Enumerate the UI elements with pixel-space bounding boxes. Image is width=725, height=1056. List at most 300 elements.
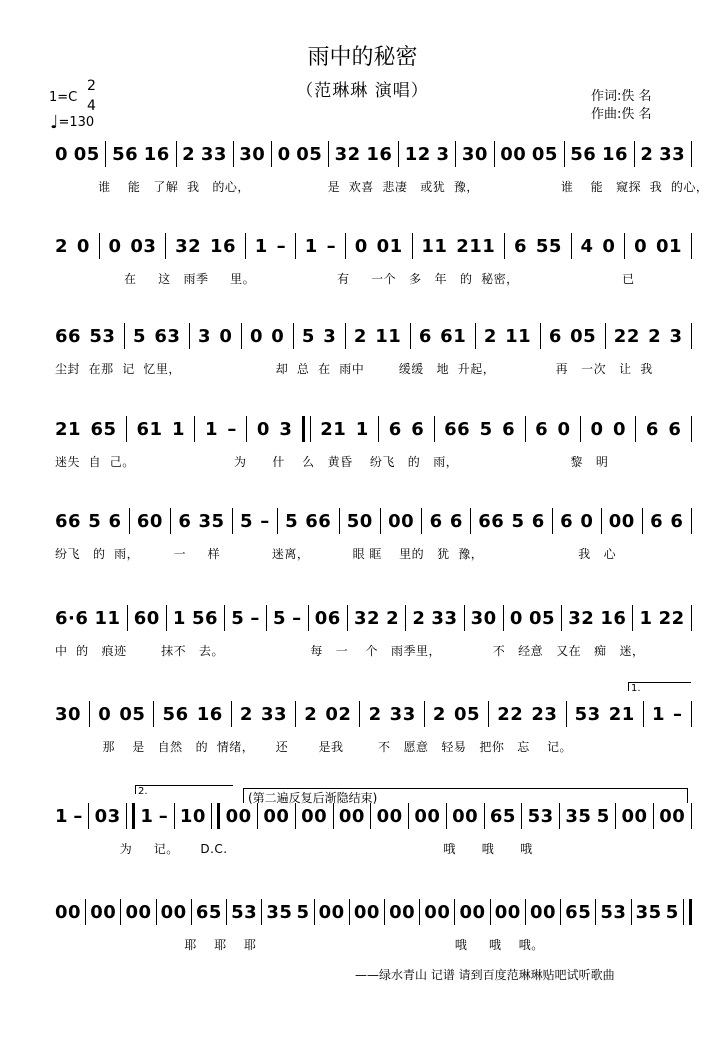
notation-line bbox=[55, 802, 692, 830]
notation-line bbox=[55, 898, 692, 926]
note-group: 16 bbox=[366, 143, 393, 165]
note-group: 6 bbox=[502, 418, 516, 440]
bar-line bbox=[295, 701, 296, 727]
bar-line bbox=[226, 899, 227, 925]
note-group: 5 bbox=[273, 607, 287, 629]
note-group: 6 bbox=[645, 418, 659, 440]
note-group: 33 bbox=[431, 607, 458, 629]
note-group: 11 bbox=[94, 607, 121, 629]
note-group: 6·6 bbox=[55, 607, 89, 629]
note-group: 33 bbox=[389, 703, 416, 725]
double-bar-line bbox=[126, 803, 135, 829]
note-group: 03 bbox=[94, 805, 121, 827]
notation-line bbox=[55, 507, 692, 535]
bar-line bbox=[271, 141, 272, 167]
bar-line bbox=[580, 416, 581, 442]
note-group: 5 bbox=[133, 325, 147, 347]
note-group: 2 bbox=[386, 607, 400, 629]
bar-line bbox=[595, 899, 596, 925]
note-group: 66 bbox=[55, 510, 82, 532]
note-group: 21 bbox=[55, 418, 82, 440]
note-group: 35 bbox=[635, 901, 662, 923]
bar-line bbox=[691, 701, 692, 727]
note-group: 6 bbox=[670, 510, 684, 532]
note-group: 5 bbox=[479, 418, 493, 440]
note-group: – bbox=[276, 235, 287, 257]
note-group: 00 bbox=[452, 805, 479, 827]
note-group: 1 bbox=[172, 607, 186, 629]
note-group: 6 bbox=[535, 418, 549, 440]
note-group: 02 bbox=[325, 703, 352, 725]
note-group: 3 bbox=[279, 418, 293, 440]
note-group: 5 bbox=[296, 901, 310, 923]
note-group: 0 bbox=[76, 235, 90, 257]
bar-line bbox=[410, 323, 411, 349]
bar-line bbox=[380, 508, 381, 534]
bar-line bbox=[295, 233, 296, 259]
first-ending-bracket: 1. bbox=[628, 682, 691, 691]
note-group: 35 bbox=[266, 901, 293, 923]
bar-line bbox=[398, 141, 399, 167]
note-group: 66 bbox=[305, 510, 332, 532]
bar-line bbox=[194, 416, 195, 442]
note-group: 5 bbox=[301, 325, 315, 347]
note-group: 6 bbox=[429, 510, 443, 532]
bar-line bbox=[653, 803, 654, 829]
note-group: 00 bbox=[301, 805, 328, 827]
bar-line bbox=[127, 605, 128, 631]
note-group: 00 bbox=[125, 901, 152, 923]
bar-line bbox=[571, 233, 572, 259]
bar-line bbox=[691, 508, 692, 534]
note-group: 65 bbox=[489, 805, 516, 827]
lyric-line: 中 的 痕迹 抹不 去。 每 一 个 雨季里， 不 经意 又在 痴 迷， bbox=[55, 644, 645, 658]
note-group: 01 bbox=[655, 235, 683, 257]
note-group: 65 bbox=[565, 901, 592, 923]
bar-line bbox=[464, 605, 465, 631]
note-group: 33 bbox=[200, 143, 227, 165]
note-group: 00 bbox=[55, 901, 82, 923]
note-group: 4 bbox=[580, 235, 594, 257]
note-group: 0 bbox=[271, 325, 285, 347]
note-group: 32 bbox=[175, 235, 202, 257]
note-group: 53 bbox=[600, 901, 627, 923]
note-group: 5 bbox=[285, 510, 299, 532]
note-group: 5 bbox=[596, 805, 610, 827]
note-group: 2 bbox=[182, 143, 196, 165]
bar-line bbox=[421, 508, 422, 534]
note-group: 11 bbox=[421, 235, 448, 257]
note-group: 00 bbox=[659, 805, 686, 827]
note-group: 05 bbox=[454, 703, 481, 725]
note-group: 3 bbox=[436, 143, 450, 165]
bar-line bbox=[470, 508, 471, 534]
note-group: 5 bbox=[239, 510, 253, 532]
notation-line bbox=[55, 232, 692, 260]
note-group: 2 bbox=[648, 325, 662, 347]
bar-line bbox=[691, 141, 692, 167]
bar-line bbox=[105, 141, 106, 167]
note-group: 6 bbox=[411, 418, 425, 440]
notation-line bbox=[55, 322, 692, 350]
note-group: 16 bbox=[143, 143, 170, 165]
note-group: 30 bbox=[55, 703, 82, 725]
bar-line bbox=[560, 899, 561, 925]
bar-line bbox=[424, 701, 425, 727]
note-group: 22 bbox=[613, 325, 640, 347]
notation-line bbox=[55, 604, 692, 632]
bar-line bbox=[191, 899, 192, 925]
bar-line bbox=[691, 233, 692, 259]
note-group: 01 bbox=[376, 235, 403, 257]
bar-line bbox=[635, 416, 636, 442]
time-signature-top: 2 bbox=[87, 78, 96, 94]
note-group: 3 bbox=[198, 325, 212, 347]
note-group: 0 bbox=[249, 325, 263, 347]
bar-line bbox=[277, 508, 278, 534]
note-group: 05 bbox=[531, 143, 558, 165]
bar-line bbox=[525, 416, 526, 442]
lyric-line: 尘封 在那 记 忆里， 却 总 在 雨中 缓缓 地 升起， 再 一次 让 我 bbox=[55, 362, 653, 376]
song-title: 雨中的秘密 bbox=[307, 45, 418, 70]
bar-line bbox=[89, 701, 90, 727]
note-group: 56 bbox=[570, 143, 597, 165]
bar-line bbox=[176, 141, 177, 167]
note-group: 00 bbox=[338, 805, 365, 827]
note-group: 2 bbox=[304, 703, 318, 725]
note-group: 00 bbox=[90, 901, 117, 923]
bar-line bbox=[295, 803, 296, 829]
note-group: 05 bbox=[119, 703, 146, 725]
bar-line bbox=[232, 508, 233, 534]
note-group: 6 bbox=[531, 510, 545, 532]
note-group: 30 bbox=[461, 143, 488, 165]
lyric-line: 耶 耶 耶 哦 哦 哦。 bbox=[55, 938, 544, 952]
bar-line bbox=[691, 416, 692, 442]
note-group: 6 bbox=[560, 510, 574, 532]
note-group: 00 bbox=[500, 143, 527, 165]
note-group: 22 bbox=[658, 607, 685, 629]
key-signature: 1=C bbox=[49, 90, 78, 105]
bar-line bbox=[166, 605, 167, 631]
lyric-line: 为 记。 D.C. 哦 哦 哦 bbox=[55, 842, 533, 856]
note-group: 22 bbox=[497, 703, 524, 725]
note-group: 6 bbox=[178, 510, 192, 532]
note-group: 11 bbox=[505, 325, 532, 347]
note-group: 6 bbox=[449, 510, 463, 532]
bar-line bbox=[120, 899, 121, 925]
bar-line bbox=[691, 605, 692, 631]
note-group: 1 bbox=[204, 418, 218, 440]
note-group: 0 bbox=[634, 235, 648, 257]
bar-line bbox=[521, 803, 522, 829]
note-group: 56 bbox=[192, 607, 219, 629]
bar-line bbox=[153, 701, 154, 727]
note-group: 1 bbox=[639, 607, 653, 629]
time-signature-bottom: 4 bbox=[87, 98, 96, 114]
note-group: 53 bbox=[231, 901, 258, 923]
note-group: 00 bbox=[318, 901, 345, 923]
note-group: 1 bbox=[172, 418, 186, 440]
note-group: 56 bbox=[112, 143, 139, 165]
double-bar-line bbox=[211, 803, 220, 829]
transcriber-footer: ——绿水青山 记谱 请到百度范琳琳贴吧试听歌曲 bbox=[355, 968, 615, 982]
bar-line bbox=[559, 803, 560, 829]
bar-line bbox=[642, 508, 643, 534]
note-group: 5 bbox=[511, 510, 525, 532]
note-group: 05 bbox=[570, 325, 597, 347]
note-group: 0 bbox=[590, 418, 604, 440]
tempo-marking: ♩=130 bbox=[50, 112, 95, 133]
note-group: 0 bbox=[354, 235, 368, 257]
note-group: 1 bbox=[355, 418, 369, 440]
bar-line bbox=[233, 141, 234, 167]
note-group: 3 bbox=[669, 325, 683, 347]
bar-line bbox=[446, 803, 447, 829]
note-group: 6 bbox=[108, 510, 122, 532]
note-group: 00 bbox=[424, 901, 451, 923]
bar-line bbox=[624, 233, 625, 259]
note-group: 2 bbox=[432, 703, 446, 725]
bar-line bbox=[126, 416, 127, 442]
note-group: 0 bbox=[108, 235, 122, 257]
note-group: 61 bbox=[136, 418, 163, 440]
bar-line bbox=[359, 701, 360, 727]
bar-line bbox=[165, 233, 166, 259]
note-group: 32 bbox=[568, 607, 595, 629]
lyricist-credit: 作词:佚 名 bbox=[591, 89, 652, 104]
second-ending-bracket: 2. bbox=[135, 785, 233, 794]
bar-line bbox=[293, 323, 294, 349]
note-group: 61 bbox=[440, 325, 467, 347]
note-group: – bbox=[227, 418, 237, 440]
note-group: 0 bbox=[602, 235, 616, 257]
note-group: 10 bbox=[179, 805, 206, 827]
bar-line bbox=[561, 605, 562, 631]
note-group: 0 bbox=[277, 143, 291, 165]
note-group: 00 bbox=[389, 901, 416, 923]
bar-line bbox=[632, 605, 633, 631]
note-group: 65 bbox=[90, 418, 117, 440]
bar-line bbox=[408, 803, 409, 829]
note-group: 0 bbox=[219, 325, 233, 347]
note-group: – bbox=[292, 607, 302, 629]
note-group: 6 bbox=[650, 510, 664, 532]
bar-line bbox=[490, 899, 491, 925]
notation-line bbox=[55, 415, 692, 443]
note-group: 00 bbox=[225, 805, 252, 827]
note-group: 05 bbox=[73, 143, 100, 165]
note-group: 6 bbox=[513, 235, 527, 257]
bar-line bbox=[601, 508, 602, 534]
note-group: 30 bbox=[239, 143, 266, 165]
bar-line bbox=[552, 508, 553, 534]
note-group: 32 bbox=[334, 143, 361, 165]
bar-line bbox=[540, 323, 541, 349]
note-group: 32 bbox=[353, 607, 381, 629]
singer-subtitle: （范琳琳 演唱） bbox=[296, 81, 429, 101]
note-group: 03 bbox=[130, 235, 157, 257]
note-group: 33 bbox=[659, 143, 686, 165]
note-group: 0 bbox=[98, 703, 112, 725]
bar-line bbox=[475, 323, 476, 349]
lyric-line: 谁 能 了解 我 的心， 是 欢喜 悲凄 或犹 豫， 谁 能 窥探 我 的心， bbox=[55, 180, 709, 194]
bar-line bbox=[308, 605, 309, 631]
bar-line bbox=[405, 605, 406, 631]
note-group: 2 bbox=[55, 235, 69, 257]
note-group: 00 bbox=[376, 805, 403, 827]
note-group: 05 bbox=[528, 607, 556, 629]
note-group: 00 bbox=[414, 805, 441, 827]
bar-line bbox=[370, 803, 371, 829]
note-group: 21 bbox=[608, 703, 635, 725]
note-group: 0 bbox=[256, 418, 270, 440]
bar-line bbox=[484, 803, 485, 829]
note-group: 5 bbox=[665, 901, 679, 923]
bar-line bbox=[345, 323, 346, 349]
lyric-line: 那 是 自然 的 情绪， 还 是我 不 愿意 轻易 把你 忘 记。 bbox=[55, 740, 573, 754]
note-group: 2 bbox=[368, 703, 382, 725]
note-group: – bbox=[673, 703, 683, 725]
bar-line bbox=[246, 416, 247, 442]
note-group: 12 bbox=[404, 143, 431, 165]
note-group: 16 bbox=[600, 607, 627, 629]
bar-line bbox=[412, 233, 413, 259]
note-group: 53 bbox=[574, 703, 601, 725]
note-group: 5 bbox=[231, 607, 245, 629]
repeat-bar-line bbox=[302, 416, 311, 442]
bar-line bbox=[488, 701, 489, 727]
bar-line bbox=[85, 899, 86, 925]
note-group: 0 bbox=[580, 510, 594, 532]
bar-line bbox=[339, 508, 340, 534]
bar-line bbox=[124, 323, 125, 349]
note-group: 2 bbox=[353, 325, 367, 347]
bar-line bbox=[257, 803, 258, 829]
bar-line bbox=[525, 899, 526, 925]
note-group: 00 bbox=[459, 901, 486, 923]
note-group: 6 bbox=[418, 325, 432, 347]
bar-line bbox=[691, 803, 692, 829]
bar-line bbox=[333, 803, 334, 829]
note-group: 21 bbox=[320, 418, 347, 440]
final-bar-line bbox=[683, 899, 692, 925]
lyric-line: 在 这 雨季 里。 有 一个 多 年 的 秘密， 已 bbox=[55, 272, 635, 286]
bar-line bbox=[566, 701, 567, 727]
bar-line bbox=[643, 701, 644, 727]
note-group: 00 bbox=[388, 510, 415, 532]
bar-line bbox=[224, 605, 225, 631]
bar-line bbox=[174, 803, 175, 829]
note-group: 211 bbox=[456, 235, 496, 257]
note-group: 35 bbox=[198, 510, 225, 532]
bar-line bbox=[314, 899, 315, 925]
bar-line bbox=[261, 899, 262, 925]
note-group: 35 bbox=[565, 805, 592, 827]
bar-line bbox=[378, 416, 379, 442]
bar-line bbox=[434, 416, 435, 442]
note-group: 00 bbox=[353, 901, 380, 923]
note-group: 00 bbox=[621, 805, 648, 827]
bar-line bbox=[455, 141, 456, 167]
bar-line bbox=[328, 141, 329, 167]
note-group: 1 bbox=[254, 235, 268, 257]
bar-line bbox=[99, 233, 100, 259]
lyric-line: 迷失 自 己。 为 什 么 黄昏 纷飞 的 雨， 黎 明 bbox=[55, 455, 609, 469]
composer-credit: 作曲:佚 名 bbox=[591, 107, 652, 122]
fade-out-remark: (第二遍反复后渐隐结束) bbox=[243, 788, 688, 803]
lyric-line: 纷飞 的 雨， 一 样 迷离， 眼 眶 里的 犹 豫， 我 心 bbox=[55, 547, 617, 561]
bar-line bbox=[615, 803, 616, 829]
note-group: 60 bbox=[133, 607, 160, 629]
note-group: 50 bbox=[346, 510, 373, 532]
note-group: 2 bbox=[640, 143, 654, 165]
bar-line bbox=[503, 605, 504, 631]
bar-line bbox=[419, 899, 420, 925]
note-group: – bbox=[326, 235, 337, 257]
note-group: 66 bbox=[444, 418, 471, 440]
bar-line bbox=[605, 323, 606, 349]
bar-line bbox=[241, 323, 242, 349]
note-group: 6 bbox=[548, 325, 562, 347]
bar-line bbox=[504, 233, 505, 259]
bar-line bbox=[631, 899, 632, 925]
note-group: 0 bbox=[509, 607, 523, 629]
note-group: 00 bbox=[608, 510, 635, 532]
notation-line bbox=[55, 700, 692, 728]
bar-line bbox=[156, 899, 157, 925]
bar-line bbox=[564, 141, 565, 167]
bar-line bbox=[129, 508, 130, 534]
note-group: 65 bbox=[195, 901, 222, 923]
note-group: 55 bbox=[535, 235, 562, 257]
bar-line bbox=[189, 323, 190, 349]
note-group: 1 bbox=[55, 805, 69, 827]
bar-line bbox=[245, 233, 246, 259]
bar-line bbox=[349, 899, 350, 925]
note-group: 16 bbox=[602, 143, 629, 165]
note-group: 3 bbox=[323, 325, 337, 347]
note-group: 00 bbox=[263, 805, 290, 827]
note-group: 1 bbox=[140, 805, 154, 827]
bar-line bbox=[454, 899, 455, 925]
note-group: 06 bbox=[314, 607, 341, 629]
note-group: 2 bbox=[483, 325, 497, 347]
bar-line bbox=[170, 508, 171, 534]
note-group: 1 bbox=[651, 703, 665, 725]
note-group: 16 bbox=[196, 703, 223, 725]
note-group: 0 bbox=[612, 418, 626, 440]
note-group: 6 bbox=[668, 418, 682, 440]
note-group: 23 bbox=[531, 703, 558, 725]
note-group: 0 bbox=[55, 143, 69, 165]
note-group: 5 bbox=[88, 510, 102, 532]
bar-line bbox=[88, 803, 89, 829]
notation-line bbox=[55, 140, 692, 168]
note-group: 56 bbox=[162, 703, 189, 725]
note-group: 30 bbox=[470, 607, 497, 629]
bar-line bbox=[231, 701, 232, 727]
note-group: 53 bbox=[89, 325, 116, 347]
note-group: 11 bbox=[375, 325, 402, 347]
bar-line bbox=[634, 141, 635, 167]
note-group: 66 bbox=[55, 325, 82, 347]
note-group: 2 bbox=[412, 607, 426, 629]
note-group: 00 bbox=[494, 901, 521, 923]
note-group: 00 bbox=[529, 901, 557, 923]
note-group: – bbox=[250, 607, 260, 629]
note-group: 0 bbox=[557, 418, 571, 440]
